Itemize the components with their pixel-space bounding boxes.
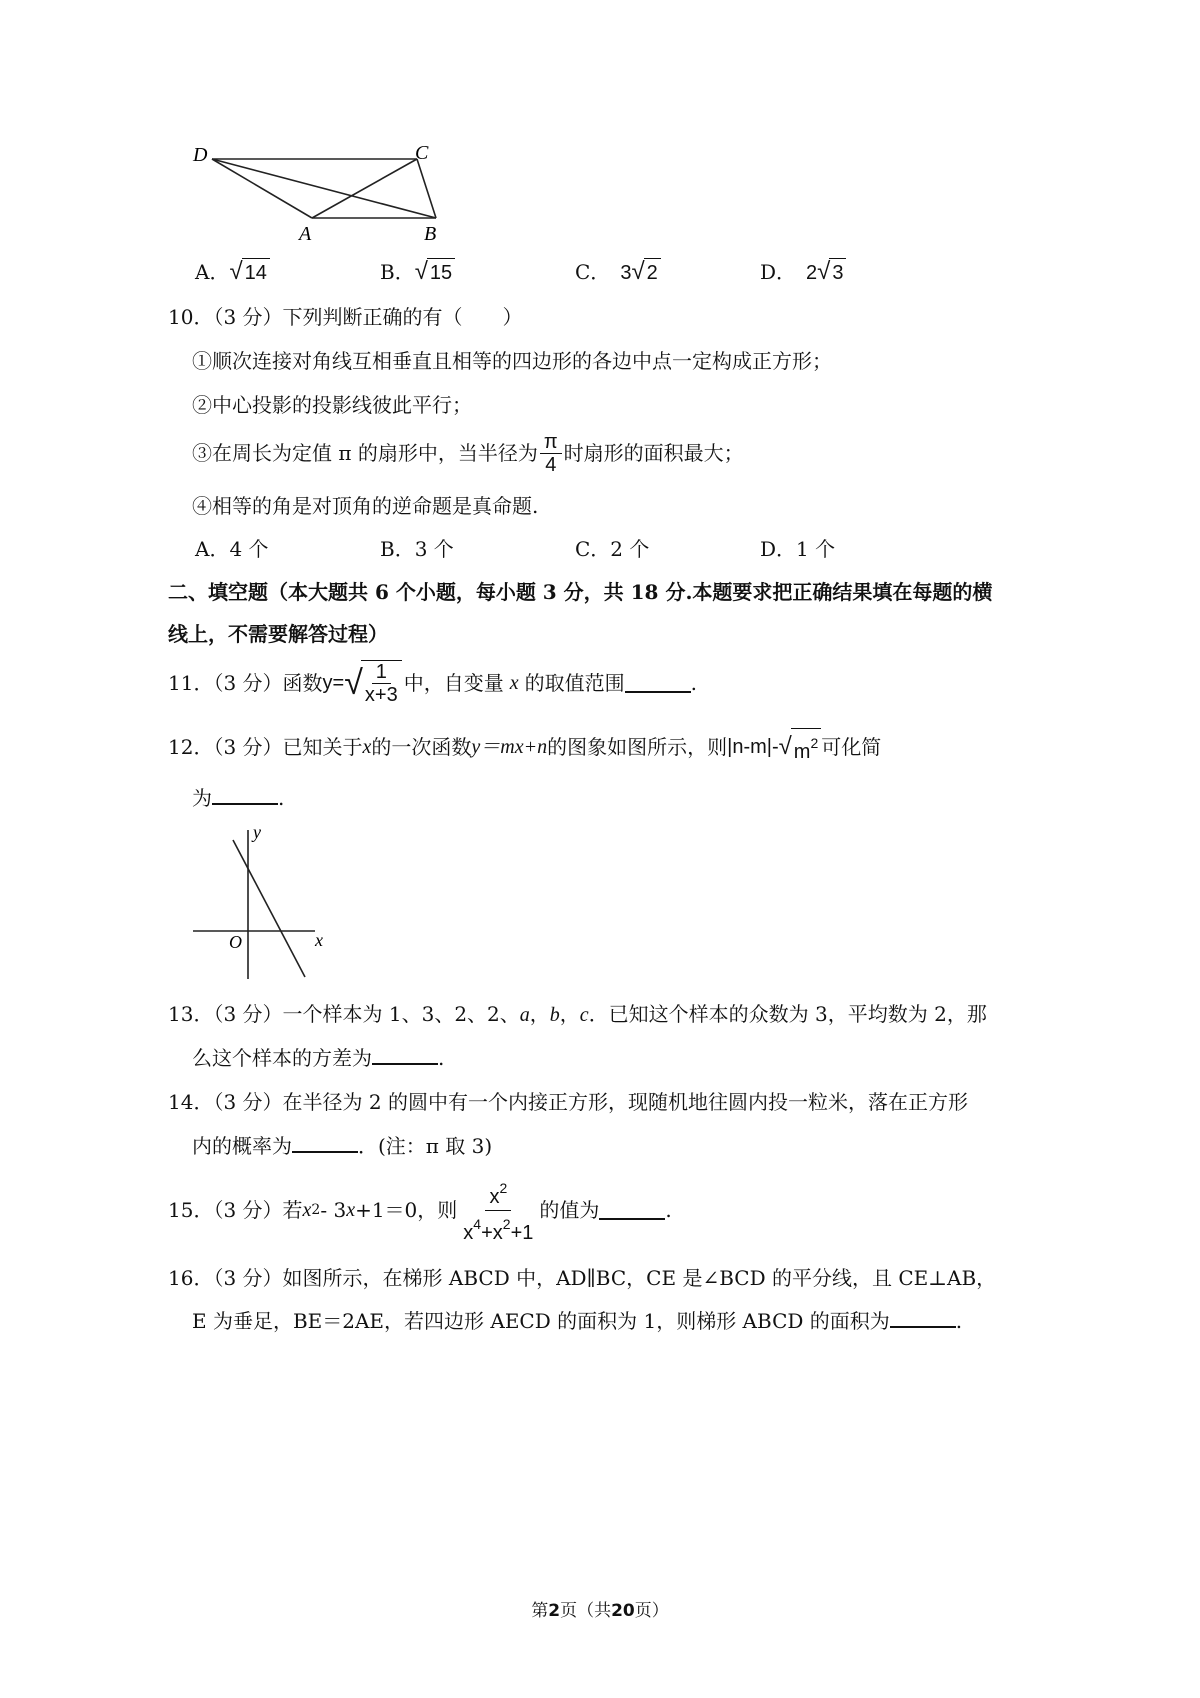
edge-da (212, 159, 312, 218)
q11-fraction: $\frac{1}{x+3}$ (361, 660, 402, 706)
pi-over-4-fraction: $\frac{\pi}{4}$ (540, 431, 562, 476)
q14-line2: 内的概率为 ．(注：π 取 3) (192, 1134, 493, 1158)
q10-stem: 10．（3 分）下列判断正确的有（ ） (168, 305, 523, 329)
q15-answer-blank[interactable] (599, 1200, 665, 1220)
page-number: 2 (548, 1601, 561, 1621)
section-2-heading-line2: 线上，不需要解答过程） (168, 622, 388, 646)
q16-answer-blank[interactable] (890, 1308, 956, 1328)
q10-option-d: D．1 个 (760, 537, 836, 561)
q13-answer-blank[interactable] (372, 1045, 438, 1065)
q12-answer-blank[interactable] (212, 785, 278, 805)
q13-line1: 13．（3 分）一个样本为 1、3、2、2、a，b，c．已知这个样本的众数为 3，平均数为 2，那 (168, 1002, 987, 1026)
q12-line2: 为 . (192, 786, 285, 810)
q10-statement-2: ②中心投影的投影线彼此平行； (192, 393, 472, 417)
q15-fraction: $\frac{x^2}{x^4+x^2+1}$ (459, 1175, 537, 1246)
q16-line2: E 为垂足，BE＝2AE，若四边形 AECD 的面积为 1，则梯形 ABCD 的面积为 . (192, 1309, 963, 1333)
q10-statement-4: ④相等的角是对顶角的逆命题是真命题. (192, 494, 539, 518)
q14-line1: 14．（3 分）在半径为 2 的圆中有一个内接正方形，现随机地往圆内投一粒米，落在正方形 (168, 1090, 968, 1114)
page-footer: 第2页（共20页） (531, 1601, 669, 1621)
q11-answer-blank[interactable] (625, 673, 691, 693)
q11: 11．（3 分）函数 y= √ $\frac{1}{x+3}$ 中，自变量 x 的取值范围 . (168, 661, 697, 706)
q10-statement-1: ①顺次连接对角线互相垂直且相等的四边形的各边中点一定构成正方形； (192, 349, 832, 373)
edge-cb (417, 159, 436, 218)
q10-option-c: C．2 个 (575, 537, 650, 561)
label-b: B (424, 223, 437, 245)
q9-option-d: D． 2√ 3 (760, 258, 846, 287)
x-axis-label: x (315, 930, 323, 950)
page-total: 20 (611, 1601, 635, 1621)
q10-option-b: B．3 个 (380, 537, 454, 561)
origin-label: O (229, 932, 242, 952)
label-c: C (415, 142, 429, 164)
q10-statement-3: ③在周长为定值 π 的扇形中，当半径为 $\frac{\pi}{4}$ 时扇形的面积最大； (192, 430, 744, 476)
q13-line2: 么这个样本的方差为 . (192, 1046, 445, 1070)
q14-answer-blank[interactable] (292, 1133, 358, 1153)
q9-option-b: B．√ 15 (380, 258, 455, 287)
label-d: D (193, 144, 208, 166)
section-2-heading-line1: 二、填空题（本大题共 6 个小题，每小题 3 分，共 18 分.本题要求把正确结果填在每题的横 (168, 580, 993, 604)
q12-line1: 12．（3 分）已知关于 x 的一次函数 y＝mx+n 的图象如图所示，则 |n-m|- √ $m^2$ 可化简 (168, 728, 881, 766)
q10-option-a: A．4 个 (195, 537, 269, 561)
q15: 15．（3 分）若 x 2 - 3 x +1＝0，则 $\frac{x^2}{x^4+x^2+1}$ 的值为 . (168, 1178, 672, 1242)
q16-line1: 16．（3 分）如图所示，在梯形 ABCD 中，AD∥BC，CE 是∠BCD 的平分线，且 CE⊥AB， (168, 1266, 997, 1290)
label-a: A (299, 223, 312, 245)
quadrilateral-figure (185, 135, 465, 250)
linear-function-graph (185, 822, 345, 982)
q9-option-a: A．√ 14 (195, 258, 270, 287)
q9-option-c: C． 3√ 2 (575, 258, 661, 287)
function-line (233, 840, 305, 977)
y-axis-label: y (253, 822, 261, 842)
